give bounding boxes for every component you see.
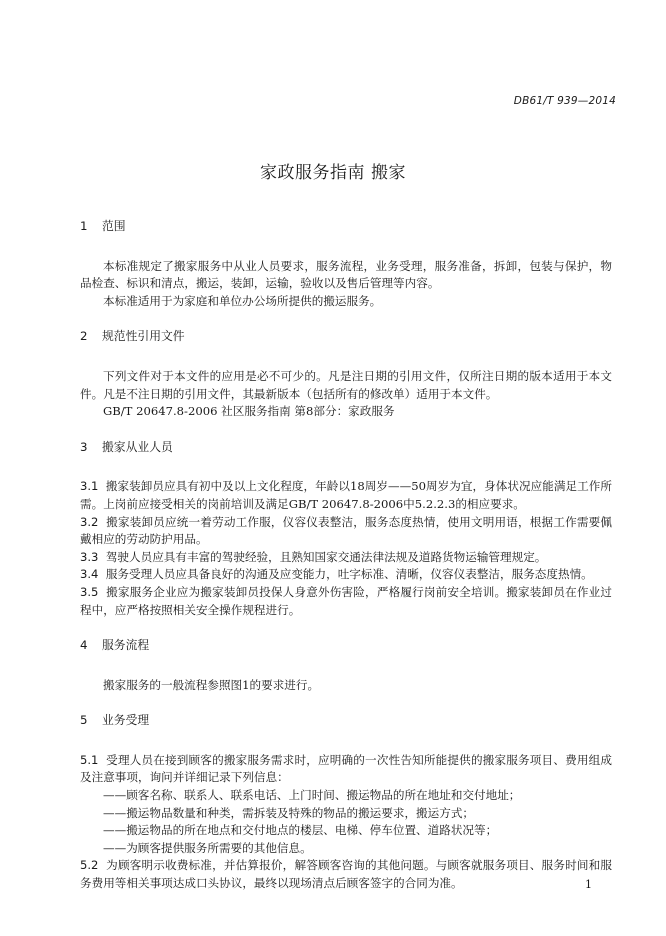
clause-number: 5.1 bbox=[80, 752, 99, 767]
section-title: 范围 bbox=[102, 219, 126, 233]
section-title: 规范性引用文件 bbox=[102, 329, 185, 344]
dash-list-item: ——搬运物品数量和种类，需拆装及特殊的物品的搬运要求，搬运方式； bbox=[103, 805, 475, 820]
clause-text: 驾驶人员应具有丰富的驾驶经验，且熟知国家交通法律法规及道路货物运输管理规定。 bbox=[105, 549, 547, 564]
section-4-heading bbox=[80, 637, 612, 655]
clause-3-5 bbox=[80, 584, 612, 619]
section-title: 业务受理 bbox=[102, 713, 150, 728]
clause-text: 服务受理人员应具备良好的沟通及应变能力，吐字标准、清晰，仪容仪表整洁，服务态度热情。 bbox=[105, 567, 593, 582]
section-1-heading bbox=[80, 218, 612, 236]
section-number: 5 bbox=[80, 713, 88, 728]
section-number: 4 bbox=[80, 638, 88, 653]
clause-text: 搬家服务企业应为搬家装卸员投保人身意外伤害险，严格履行岗前安全培训。搬家装卸员在作业过程中，应严格按照相关安全操作规程进行。 bbox=[80, 584, 612, 617]
clause-3-1 bbox=[80, 478, 612, 513]
clause-5-2 bbox=[80, 857, 612, 892]
clause-number: 3.4 bbox=[80, 567, 99, 582]
document-body bbox=[80, 218, 612, 893]
section-title: 搬家从业人员 bbox=[102, 439, 173, 454]
clause-number: 5.2 bbox=[80, 858, 99, 873]
clause-text: 受理人员在接到顾客的搬家服务需求时，应明确的一次性告知所能提供的搬家服务项目、费用组成及注意事项，询问并详细记录下列信息： bbox=[80, 752, 612, 785]
section-number: 3 bbox=[80, 439, 88, 454]
section-3-heading bbox=[80, 439, 612, 457]
paragraph: 搬家服务的一般流程参照图1的要求进行。 bbox=[103, 677, 320, 692]
paragraph: 下列文件对于本文件的应用是必不可少的。凡是注日期的引用文件，仅所注日期的版本适用于本文件。凡是不注日期的引用文件，其最新版本（包括所有的修改单）适用于本文件。 bbox=[80, 368, 612, 401]
clause-number: 3.3 bbox=[80, 549, 99, 564]
section-2-heading bbox=[80, 328, 612, 346]
clause-3-3 bbox=[80, 549, 612, 567]
section-number: 2 bbox=[80, 329, 88, 344]
clause-text: 搬家装卸员应统一着劳动工作服，仪容仪表整洁，服务态度热情，使用文明用语，根据工作需要佩戴相应的劳动防护用品。 bbox=[80, 514, 612, 547]
clause-number: 3.1 bbox=[80, 479, 99, 494]
clause-text: 为顾客明示收费标准，并估算报价，解答顾客咨询的其他问题。与顾客就服务项目、服务时间和服务费用等相关事项达成口头协议，最终以现场清点后顾客签字的合同为准。 bbox=[80, 858, 612, 891]
clause-3-2 bbox=[80, 514, 612, 549]
standard-code: DB61/T 939—2014 bbox=[513, 95, 616, 107]
document-title: 家政服务指南 搬家 bbox=[260, 163, 406, 183]
dash-list-item: ——顾客名称、联系人、联系电话、上门时间、搬运物品的所在地址和交付地址； bbox=[103, 788, 521, 803]
clause-number: 3.2 bbox=[80, 514, 99, 529]
dash-list-item: ——为顾客提供服务所需要的其他信息。 bbox=[103, 840, 312, 855]
paragraph: 本标准适用于为家庭和单位办公场所提供的搬运服务。 bbox=[103, 293, 382, 308]
dash-list-item: ——搬运物品的所在地点和交付地点的楼层、电梯、停车位置、道路状况等； bbox=[103, 823, 498, 838]
section-5-heading bbox=[80, 712, 612, 730]
reference-entry: GB/T 20647.8-2006 社区服务指南 第8部分：家政服务 bbox=[103, 404, 395, 419]
page-number: 1 bbox=[585, 878, 592, 891]
clause-3-4 bbox=[80, 566, 612, 584]
clause-number: 3.5 bbox=[80, 584, 99, 599]
clause-5-1 bbox=[80, 752, 612, 787]
section-number: 1 bbox=[80, 219, 88, 233]
section-title: 服务流程 bbox=[102, 638, 150, 653]
paragraph: 本标准规定了搬家服务中从业人员要求，服务流程，业务受理，服务准备，拆卸，包装与保护，物品检查、标识和清点，搬运，装卸，运输，验收以及售后管理等内容。 bbox=[80, 258, 612, 291]
clause-text: 搬家装卸员应具有初中及以上文化程度，年龄以18周岁——50周岁为宜，身体状况应能满足工作所需。上岗前应接受相关的岗前培训及满足GB/T 20647.8-2006中5.2.2.3的相应要求。 bbox=[80, 479, 612, 511]
